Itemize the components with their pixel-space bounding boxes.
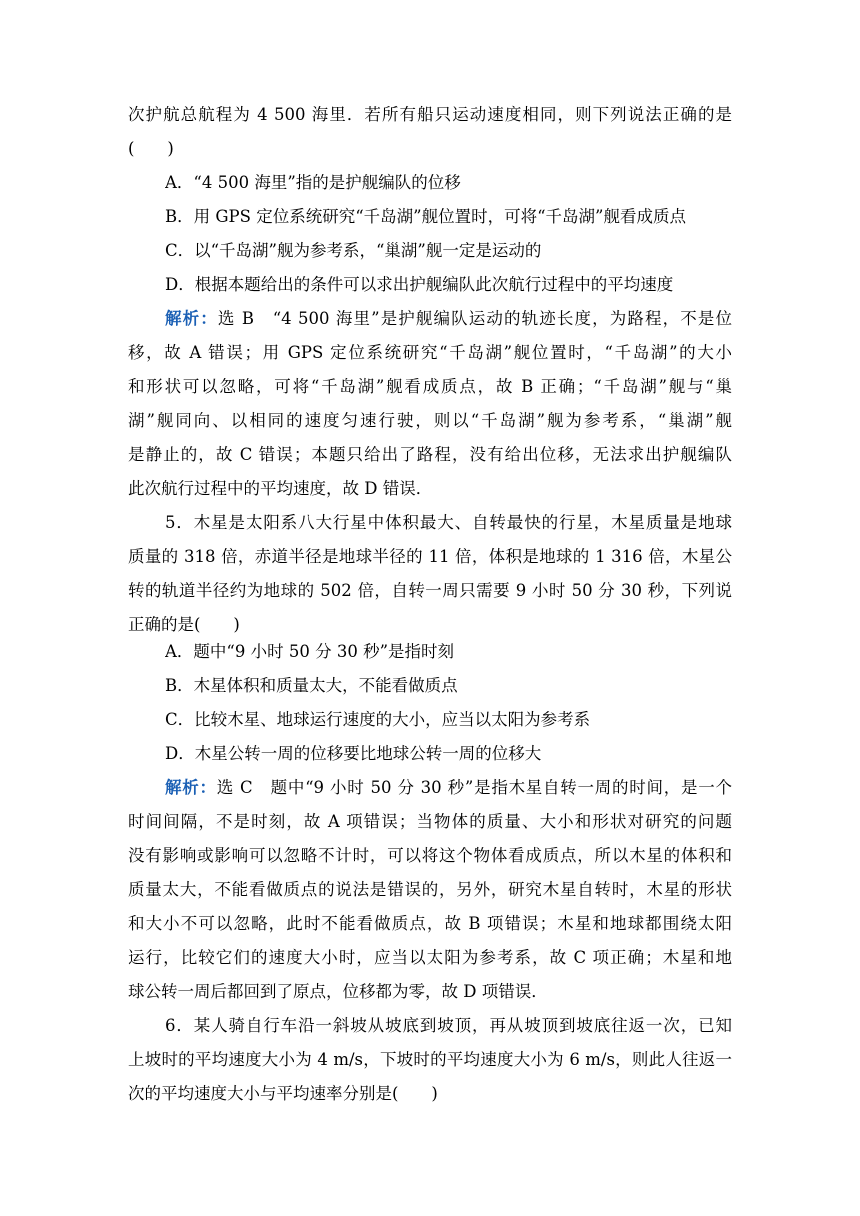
q5-analysis-line-2: 时间间隔，不是时刻，故 A 项错误；当物体的质量、大小和形状对研究的问题 — [128, 812, 732, 831]
q4-analysis-label: 解析： — [165, 309, 218, 328]
q6-stem-line-1: 6．某人骑自行车沿一斜坡从坡底到坡顶，再从坡顶到坡底往返一次，已知 — [165, 1016, 732, 1035]
q4-analysis-line-2: 移，故 A 错误；用 GPS 定位系统研究“千岛湖”舰位置时，“千岛湖”的大小 — [128, 343, 732, 362]
q4-analysis-line-4: 湖”舰同向、以相同的速度匀速行驶，则以“千岛湖”舰为参考系，“巢湖”舰 — [128, 411, 732, 430]
q5-stem-line-1: 5．木星是太阳系八大行星中体积最大、自转最快的行星，木星质量是地球 — [165, 513, 732, 532]
q5-analysis-line-7: 球公转一周后都回到了原点，位移都为零，故 D 项错误． — [128, 982, 548, 1001]
q5-analysis-line-3: 没有影响或影响可以忽略不计时，可以将这个物体看成质点，所以木星的体积和 — [128, 846, 732, 865]
q5-analysis-line-4: 质量太大，不能看做质点的说法是错误的，另外，研究木星自转时，木星的形状 — [128, 880, 732, 899]
q4-stem-line-2: ( ) — [128, 139, 174, 158]
q4-analysis-line-6: 此次航行过程中的平均速度，故 D 错误． — [128, 479, 433, 498]
q4-analysis-line-3: 和形状可以忽略，可将“千岛湖”舰看成质点，故 B 正确；“千岛湖”舰与“巢 — [128, 377, 732, 396]
q5-analysis-label: 解析： — [165, 778, 217, 797]
q5-analysis-line-5: 和大小不可以忽略，此时不能看做质点，故 B 项错误；木星和地球都围绕太阳 — [128, 914, 732, 933]
q5-analysis-line-6: 运行，比较它们的速度大小时，应当以太阳为参考系，故 C 项正确；木星和地 — [128, 948, 732, 967]
q5-stem-line-4: 正确的是( ) — [128, 615, 240, 634]
q5-analysis-first-line — [165, 771, 732, 805]
q6-stem-line-2: 上坡时的平均速度大小为 4 m/s，下坡时的平均速度大小为 6 m/s，则此人往返一 — [128, 1050, 732, 1069]
q5-analysis-first-text: 选 C 题中“9 小时 50 分 30 秒”是指木星自转一周的时间，是一个 — [216, 778, 732, 797]
q4-analysis-line-5: 是静止的，故 C 错误；本题只给出了路程，没有给出位移，无法求出护舰编队 — [128, 445, 732, 464]
q5-option-d: D．木星公转一周的位移要比地球公转一周的位移大 — [165, 744, 542, 763]
q4-option-b: B．用 GPS 定位系统研究“千岛湖”舰位置时，可将“千岛湖”舰看成质点 — [165, 207, 686, 226]
q5-option-a: A．题中“9 小时 50 分 30 秒”是指时刻 — [165, 642, 454, 661]
q5-stem-line-3: 转的轨道半径约为地球的 502 倍，自转一周只需要 9 小时 50 分 30 秒，下列说 — [128, 581, 732, 600]
q5-option-c: C．比较木星、地球运行速度的大小，应当以太阳为参考系 — [165, 710, 591, 729]
q4-option-d: D．根据本题给出的条件可以求出护舰编队此次航行过程中的平均速度 — [165, 275, 674, 294]
q4-stem-line-1: 次护航总航程为 4 500 海里．若所有船只运动速度相同，则下列说法正确的是 — [128, 105, 732, 124]
q4-analysis-first-line — [165, 302, 732, 336]
q4-option-c: C．以“千岛湖”舰为参考系，“巢湖”舰一定是运动的 — [165, 241, 542, 260]
q6-stem-line-3: 次的平均速度大小与平均速率分别是( ) — [128, 1084, 438, 1103]
q4-analysis-first-text: 选 B “4 500 海里”是护舰编队运动的轨迹长度，为路程，不是位 — [217, 309, 732, 328]
q4-option-a: A．“4 500 海里”指的是护舰编队的位移 — [165, 173, 461, 192]
q5-stem-line-2: 质量的 318 倍，赤道半径是地球半径的 11 倍，体积是地球的 1 316 倍，木星公 — [128, 547, 732, 566]
q5-option-b: B．木星体积和质量太大，不能看做质点 — [165, 676, 458, 695]
